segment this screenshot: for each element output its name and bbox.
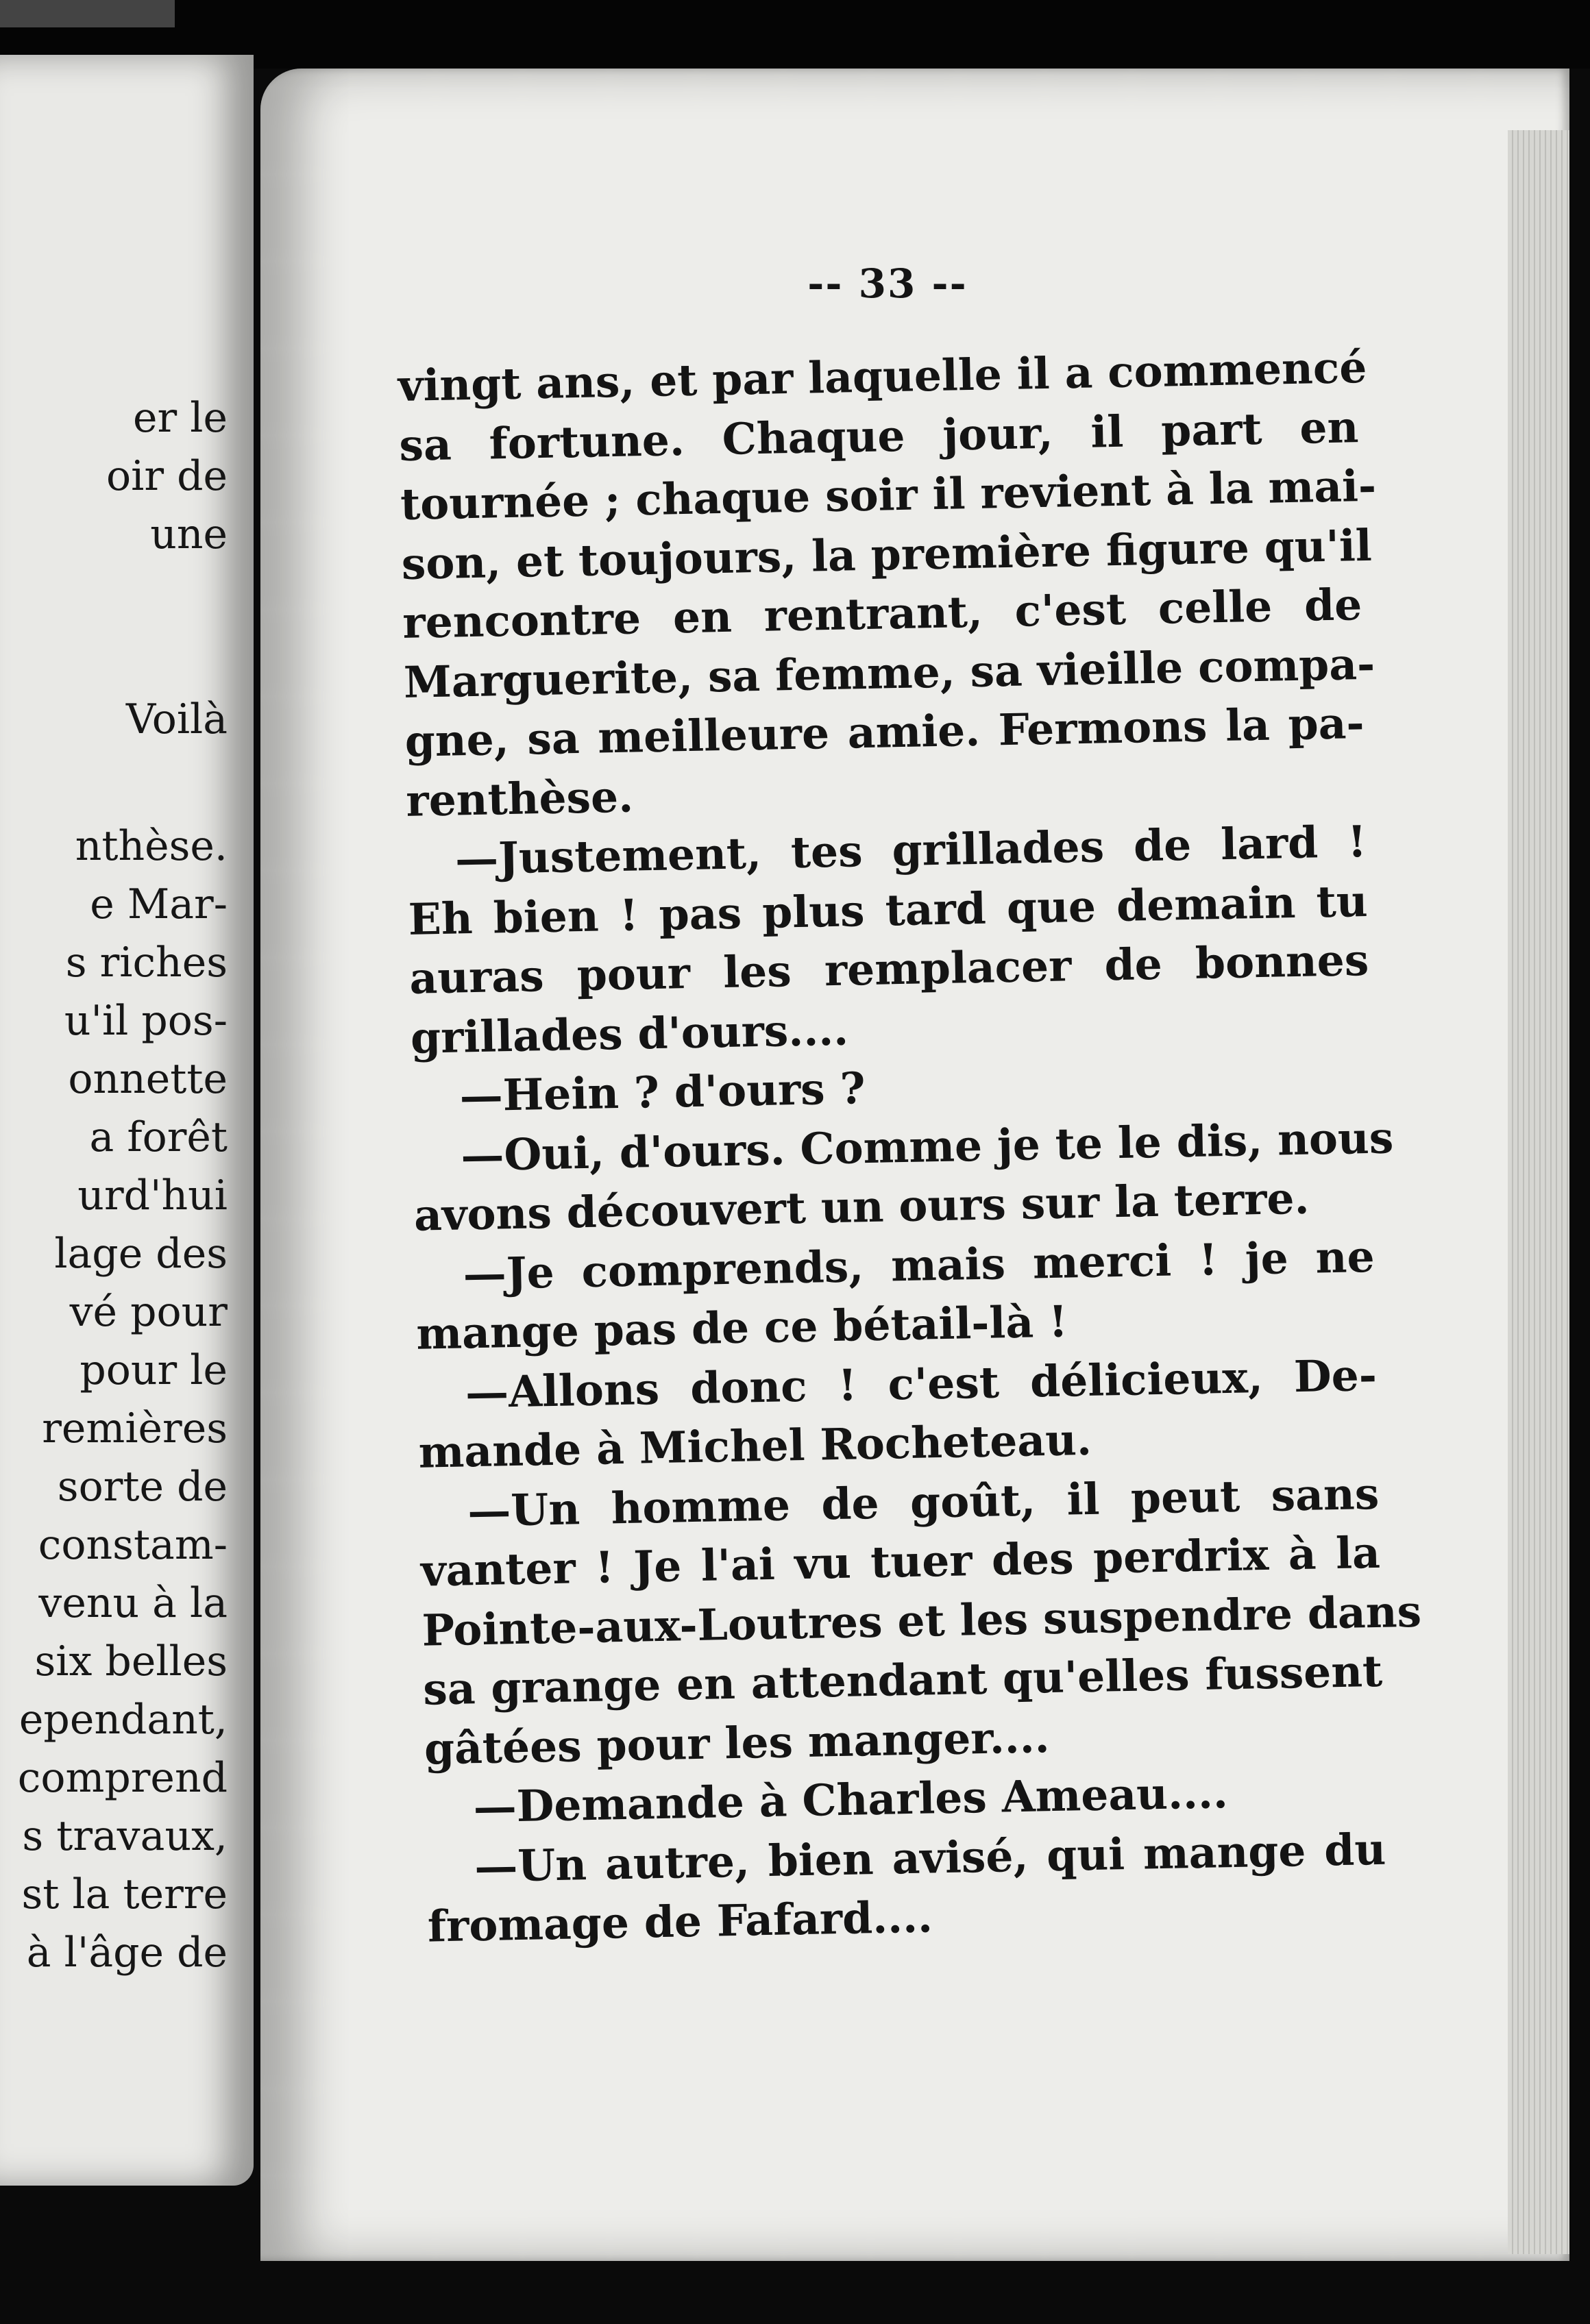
left-page-line: pour le xyxy=(80,1346,228,1394)
text-line: son, et toujours, la première figure qu'il xyxy=(401,519,1373,589)
text-line: Pointe-aux-Loutres et les suspendre dans xyxy=(421,1585,1422,1656)
text-line: Marguerite, sa femme, sa vieille compa- xyxy=(403,638,1375,708)
left-page-line: a forêt xyxy=(89,1113,228,1161)
film-tab xyxy=(0,0,175,27)
text-line: —Un autre, bien avisé, qui mange du xyxy=(474,1823,1386,1892)
left-page-line: à l'âge de xyxy=(26,1929,228,1977)
text-line: tournée ; chaque soir il revient à la mai- xyxy=(400,460,1377,530)
text-line: —Hein ? d'ours ? xyxy=(459,1063,866,1122)
text-line: fromage de Fafard.... xyxy=(427,1891,933,1952)
text-line: —Je comprends, mais merci ! je ne xyxy=(463,1231,1375,1299)
left-page-line: comprend xyxy=(17,1754,228,1802)
text-line: —Demande à Charles Ameau.... xyxy=(472,1767,1229,1833)
left-page-line: venu à la xyxy=(38,1579,228,1627)
page-number: -- 33 -- xyxy=(807,260,968,307)
left-page-line: er le xyxy=(133,394,228,442)
left-page-line: u'il pos- xyxy=(64,997,228,1045)
text-line: Eh bien ! pas plus tard que demain tu xyxy=(408,875,1369,945)
left-page-line: ependant, xyxy=(19,1696,228,1744)
text-line: —Oui, d'ours. Comme je te le dis, nous xyxy=(460,1111,1394,1180)
text-line: —Allons donc ! c'est délicieux, De- xyxy=(465,1349,1378,1418)
text-line: —Justement, tes grillades de lard ! xyxy=(454,815,1367,885)
text-line: sa grange en attendant qu'elles fussent xyxy=(422,1645,1383,1715)
left-page-line: onnette xyxy=(68,1055,228,1103)
text-line: auras pour les remplacer de bonnes xyxy=(408,934,1369,1004)
left-page-line: s travaux, xyxy=(22,1812,228,1860)
left-page-line: lage des xyxy=(54,1230,228,1278)
left-page-line: st la terre xyxy=(21,1870,228,1918)
left-page-line: nthèse. xyxy=(75,822,228,870)
text-line: rencontre en rentrant, c'est celle de xyxy=(402,579,1362,648)
left-page-line: s riches xyxy=(65,939,228,987)
text-line: grillades d'ours.... xyxy=(410,1004,849,1063)
left-page-line: six belles xyxy=(34,1637,228,1685)
left-page-line: sorte de xyxy=(57,1463,228,1511)
left-page-line: Voilà xyxy=(125,695,228,743)
left-page-line: e Mar- xyxy=(90,880,228,928)
page-edge xyxy=(1508,130,1569,2254)
text-line: —Un homme de goût, il peut sans xyxy=(467,1468,1380,1536)
text-line: gâtées pour les manger.... xyxy=(424,1711,1051,1775)
text-line: gne, sa meilleure amie. Fermons la pa- xyxy=(404,697,1365,767)
text-line: vanter ! Je l'ai vu tuer des perdrix à la xyxy=(420,1526,1381,1596)
text-line: vingt ans, et par laquelle il a commencé xyxy=(398,341,1367,411)
text-line: avons découvert un ours sur la terre. xyxy=(413,1172,1310,1241)
left-page-line: une xyxy=(150,510,228,558)
right-page xyxy=(260,69,1569,2261)
body-text xyxy=(398,338,1422,1956)
text-line: mange pas de ce bétail-là ! xyxy=(415,1296,1068,1359)
left-page-line: oir de xyxy=(106,452,228,500)
text-line: mande à Michel Rocheteau. xyxy=(418,1413,1092,1478)
left-page-line: vé pour xyxy=(69,1288,228,1336)
left-page-line: urd'hui xyxy=(77,1172,228,1220)
text-line: sa fortune. Chaque jour, il part en xyxy=(398,401,1359,471)
left-page xyxy=(0,55,254,2186)
left-page-line: constam- xyxy=(38,1521,228,1569)
left-page-line: remières xyxy=(42,1405,228,1452)
text-line: renthèse. xyxy=(405,771,634,826)
